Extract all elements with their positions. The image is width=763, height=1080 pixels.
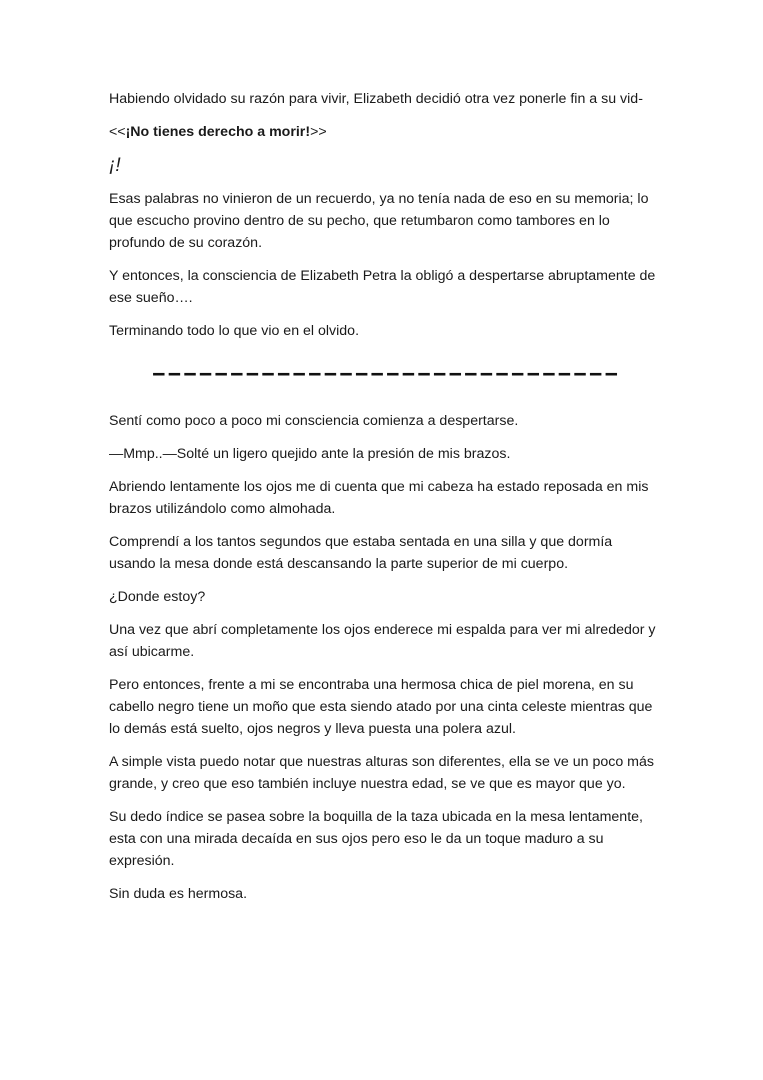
paragraph-su-dedo: Su dedo índice se pasea sobre la boquilla de la taza ubicada en la mesa lentamente, esta con una mirada decaída en sus ojos pero eso le da un toque maduro a su expresión.	[109, 809, 643, 869]
paragraph-sin-duda: Sin duda es hermosa.	[109, 886, 248, 902]
paragraph-donde: ¿Donde estoy?	[109, 589, 206, 605]
paragraph-exclamation: ¡!	[109, 155, 121, 176]
section-separator: ––––––––––––––––––––––––––––––	[151, 359, 620, 389]
quote-bold-text: ¡No tienes derecho a morir!	[125, 124, 311, 140]
paragraph-terminando: Terminando todo lo que vio en el olvido.	[109, 323, 360, 339]
paragraph-pero: Pero entonces, frente a mi se encontraba una hermosa chica de piel morena, en su cabello negro tiene un moño que esta siendo atado por una cinta celeste mientras que lo demás está suelto, ojos negros y lleva puesta una polera azul.	[109, 677, 653, 737]
document-page	[109, 88, 657, 916]
paragraph-esas: Esas palabras no vinieron de un recuerdo, ya no tenía nada de eso en su memoria; lo que escucho provino dentro de su pecho, que retumbaron como tambores en lo profundo de su corazón.	[109, 191, 649, 251]
paragraph-y-entonces: Y entonces, la consciencia de Elizabeth Petra la obligó a despertarse abruptamente de ese sueño….	[109, 268, 656, 306]
quote-prefix: <<	[109, 124, 126, 140]
paragraph-habiendo: Habiendo olvidado su razón para vivir, Elizabeth decidió otra vez ponerle fin a su vid-	[109, 91, 643, 107]
quote-suffix: >>	[310, 124, 327, 140]
paragraph-senti: Sentí como poco a poco mi consciencia comienza a despertarse.	[109, 413, 519, 429]
paragraph-una-vez: Una vez que abrí completamente los ojos enderece mi espalda para ver mi alrededor y así ubicarme.	[109, 622, 656, 660]
paragraph-a-simple: A simple vista puedo notar que nuestras alturas son diferentes, ella se ve un poco más grande, y creo que eso también incluye nuestra edad, se ve que es mayor que yo.	[109, 754, 654, 792]
paragraph-quote	[109, 121, 657, 143]
paragraph-comprendi: Comprendí a los tantos segundos que estaba sentada en una silla y que dormía usando la mesa donde está descansando la parte superior de mi cuerpo.	[109, 534, 613, 572]
paragraph-mmp: —Mmp..—Solté un ligero quejido ante la presión de mis brazos.	[109, 446, 511, 462]
paragraph-abriendo: Abriendo lentamente los ojos me di cuenta que mi cabeza ha estado reposada en mis brazos utilizándolo como almohada.	[109, 479, 649, 517]
